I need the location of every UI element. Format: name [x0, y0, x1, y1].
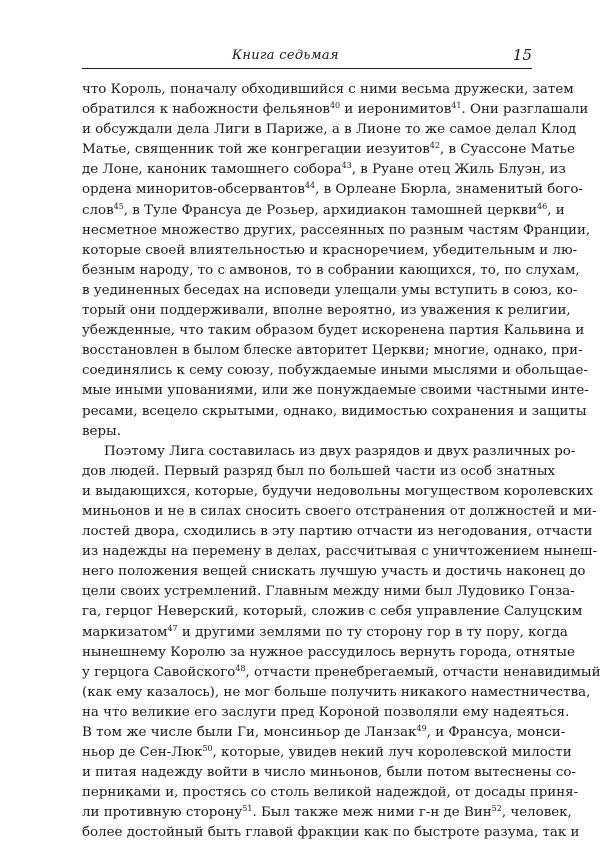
text-line: [82, 823, 580, 843]
text-line: [82, 160, 566, 180]
footnote-ref: 41: [451, 101, 462, 111]
text-segment: несметное множество других, рассеянных по разным частям Франции,: [82, 222, 591, 238]
footnote-ref: 47: [167, 623, 178, 633]
text-line: [82, 703, 570, 723]
text-segment: . Был также меж ними г-н де Вин: [252, 805, 492, 821]
text-segment: которые своей влиятельностью и красноречием, убедительным и лю-: [82, 242, 578, 258]
footnote-ref: 45: [113, 201, 124, 211]
text-line: [82, 301, 571, 321]
text-segment: , в Туле Франсуа де Розьер, архидиакон тамошней церкви: [123, 202, 538, 218]
text-segment: лостей двора, сходились в эту партию отчасти из негодования, отчасти: [82, 524, 593, 540]
text-segment: цели своих устремлений. Главным между ними был Лудовико Гонза-: [82, 584, 575, 600]
text-line: [82, 180, 583, 200]
footnote-ref: 50: [202, 744, 213, 754]
text-line: [82, 80, 574, 100]
footnote-ref: 42: [429, 141, 440, 151]
text-segment: , которые, увидев некий луч королевской милости: [212, 745, 572, 761]
text-line: [82, 241, 578, 261]
text-segment: Поэтому Лига составилась из двух разрядов и двух различных ро-: [104, 443, 576, 459]
text-segment: и выдающихся, которые, будучи недовольны могуществом королевских: [82, 483, 594, 499]
text-line: [82, 623, 568, 643]
footnote-ref: 49: [416, 724, 427, 733]
text-segment: восстановлен в былом блеске авторитет Церкви; многие, однако, при-: [82, 343, 583, 359]
text-segment: Матье, священник той же конгрегации иезуитов: [82, 142, 430, 158]
text-segment: и обсуждали дела Лиги в Париже, а в Лионе то же самое делал Клод: [82, 122, 577, 138]
footnote-ref: 52: [491, 804, 502, 814]
text-segment: на что великие его заслуги пред Короной позволяли ему надеяться.: [82, 704, 570, 720]
text-line: [82, 261, 580, 281]
text-line: [82, 361, 588, 381]
text-segment: торый они поддерживали, вполне вероятно, из уважения к религии,: [82, 303, 571, 319]
text-segment: и другими землями по ту сторону гор в ту пору, когда: [177, 624, 568, 640]
text-segment: мые иными упованиями, или же понуждаемые своими частными инте-: [82, 383, 589, 399]
text-line: [82, 402, 587, 422]
text-segment: маркизатом: [82, 624, 168, 640]
footnote-ref: 43: [341, 161, 352, 171]
page-body: [82, 80, 600, 844]
running-header: [82, 46, 532, 70]
text-segment: , и Франсуа, монси-: [426, 725, 566, 740]
text-segment: безным народу, то с амвонов, то в собрании кающихся, то, по слухам,: [82, 262, 580, 278]
text-segment: миньонов и не в силах сносить своего отстранения от должностей и ми-: [82, 503, 597, 519]
text-line: [82, 663, 600, 683]
text-line: [82, 201, 565, 221]
footnote-ref: 44: [304, 181, 316, 191]
text-line: [82, 803, 572, 823]
text-line: [82, 542, 597, 562]
footnote-ref: 40: [329, 101, 341, 111]
text-segment: , и: [547, 202, 565, 218]
text-segment: и питая надежду войти в число миньонов, были потом вытеснены со-: [82, 765, 576, 781]
text-line: [82, 140, 575, 160]
text-line: [82, 381, 589, 401]
text-segment: дов людей. Первый разряд был по большей части из особ знатных: [82, 463, 556, 479]
text-line: [82, 100, 589, 120]
text-line: [82, 221, 591, 241]
book-section-title: Книга седьмая: [232, 48, 339, 63]
text-line: [82, 643, 575, 663]
text-segment: обратился к набожности фельянов: [82, 102, 330, 118]
text-line: [82, 743, 572, 763]
text-line: [82, 562, 586, 582]
header-rule: [82, 68, 532, 69]
paragraph-1: [82, 80, 591, 442]
footnote-ref: 46: [537, 201, 548, 211]
text-segment: соединялись к сему союзу, побуждаемые иными мыслями и обольщае-: [82, 363, 588, 379]
text-line: [82, 582, 575, 602]
text-segment: , в Руане отец Жиль Блуэн, из: [351, 162, 566, 178]
text-segment: . Они разглашали: [461, 102, 589, 118]
text-segment: из надежды на перемену в делах, рассчитывая с уничтожением нынеш-: [82, 544, 597, 560]
text-segment: и иеронимитов: [340, 102, 452, 118]
text-line: [82, 502, 597, 522]
text-segment: , отчасти пренебрегаемый, отчасти ненавидимый: [245, 664, 600, 680]
text-segment: (как ему казалось), не мог больше получить никакого наместничества,: [82, 684, 591, 700]
text-line: [82, 120, 577, 140]
text-line: [82, 723, 566, 743]
text-segment: ли противную сторону: [82, 805, 243, 821]
footnote-ref: 51: [242, 804, 253, 814]
text-line: [82, 341, 583, 361]
text-segment: де Лоне, каноник тамошнего собора: [82, 162, 342, 178]
text-line: [82, 321, 585, 341]
text-line: [82, 683, 591, 703]
text-segment: в уединенных беседах на исповеди улещали умы вступить в союз, ко-: [82, 282, 578, 298]
text-segment: В том же числе были Ги, монсиньор де Ланзак: [82, 725, 417, 740]
text-line: [82, 783, 579, 803]
text-line: [82, 602, 583, 622]
text-line: [82, 522, 593, 542]
text-segment: ресами, всецело скрытыми, однако, видимостью сохранения и защиты: [82, 403, 587, 419]
text-segment: него положения вещей снискать лучшую участь и достичь наконец до: [82, 564, 586, 580]
text-segment: нынешнему Королю за нужное рассудилось вернуть города, отнятые: [82, 644, 575, 660]
footnote-ref: 48: [235, 663, 246, 673]
text-segment: веры.: [82, 423, 121, 439]
paragraph-2: [82, 442, 600, 844]
text-line: [82, 462, 556, 482]
text-line: [82, 763, 576, 783]
text-segment: более достойный быть главой фракции как по быстроте разума, так и: [82, 825, 580, 841]
text-line: [82, 422, 532, 442]
text-segment: перниками и, простясь со столь великой надеждой, от досады приня-: [82, 785, 579, 801]
text-line: [82, 482, 594, 502]
text-segment: , человек,: [501, 805, 572, 821]
text-segment: ньор де Сен-Люк: [82, 745, 203, 761]
text-segment: , в Суассоне Матье: [439, 142, 575, 158]
text-segment: га, герцог Неверский, который, сложив с себя управление Салуцским: [82, 604, 583, 620]
text-line: [82, 442, 576, 462]
text-segment: у герцога Савойского: [82, 664, 236, 680]
text-line: [82, 281, 578, 301]
page-number: 15: [512, 46, 532, 64]
text-segment: , в Орлеане Бюрла, знаменитый бого-: [315, 182, 583, 198]
text-segment: ордена миноритов-обсервантов: [82, 182, 305, 198]
text-segment: слов: [82, 202, 114, 218]
text-segment: что Король, поначалу обходившийся с ними весьма дружески, затем: [82, 82, 574, 97]
text-segment: убежденные, что таким образом будет искоренена партия Кальвина и: [82, 323, 585, 339]
